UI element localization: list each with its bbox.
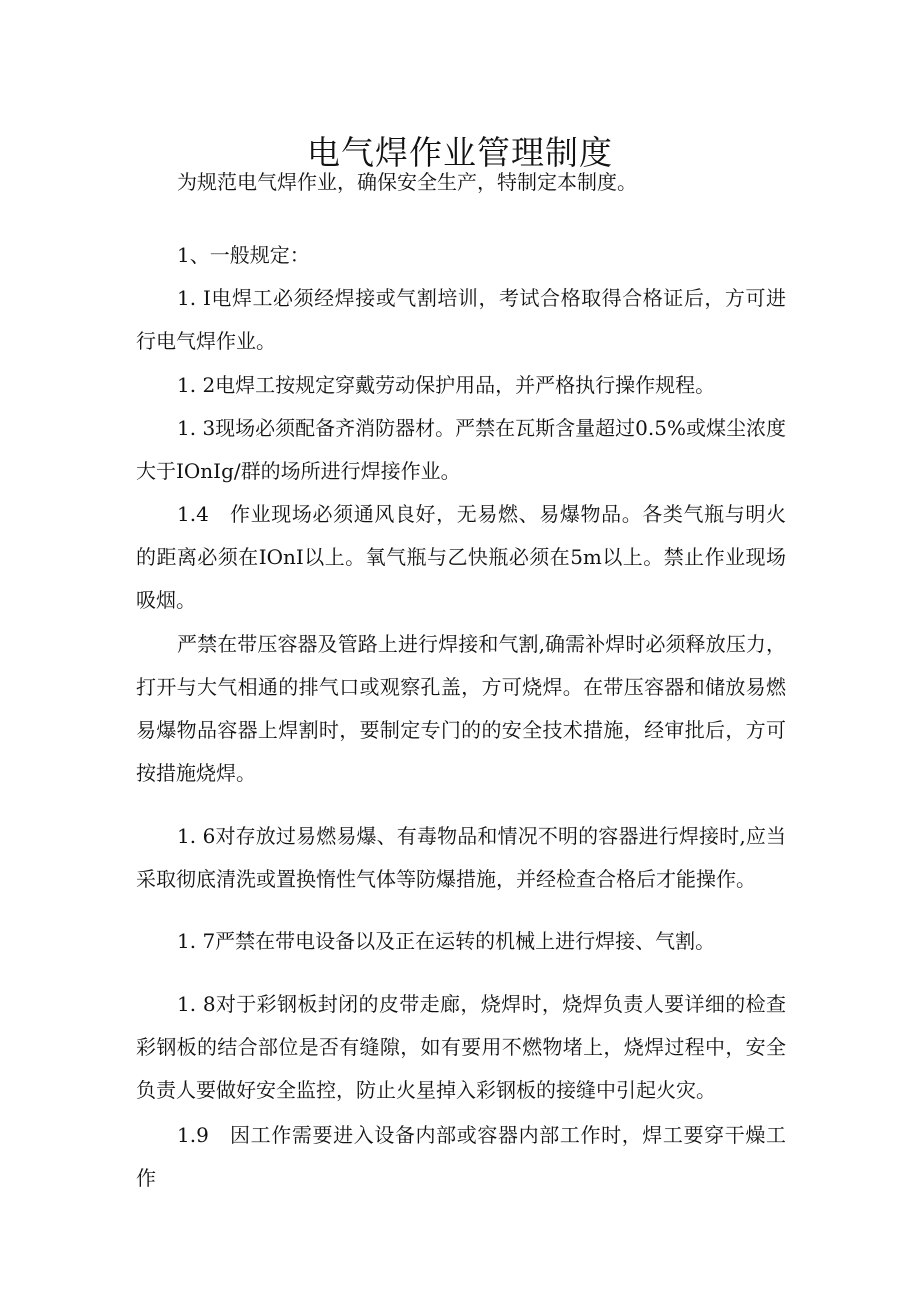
- rule-paragraph-1-2: 1. 2电焊工按规定穿戴劳动保护用品，并严格执行操作规程。: [177, 373, 716, 397]
- rule-paragraph-1-8: 1. 8对于彩钢板封闭的皮带走廊，烧焊时，烧焊负责人要详细的检查彩钢板的结合部位是否有缝隙，如有要用不燃物堵上，烧焊过程中，安全负责人要做好安全监控，防止火星掉入彩钢板的接缝中引起火灾。: [136, 992, 786, 1102]
- rule-paragraph-1-9: 1.9 因工作需要进入设备内部或容器内部工作时，焊工要穿干燥工作: [136, 1123, 786, 1190]
- rule-paragraph-pressure-vessels: 严禁在带压容器及管路上进行焊接和气割,确需补焊时必须释放压力，打开与大气相通的排气口或观察孔盖，方可烧焊。在带压容器和储放易燃易爆物品容器上焊割时，要制定专门的的安全技术措施，经审批后，方可按措施烧焊。: [136, 632, 786, 785]
- rule-paragraph-1-1: 1. I电焊工必须经焊接或气割培训，考试合格取得合格证后，方可进行电气焊作业。: [136, 286, 786, 353]
- document-title: 电气焊作业管理制度: [307, 133, 613, 173]
- rule-paragraph-1-3: 1. 3现场必须配备齐消防器材。严禁在瓦斯含量超过0.5%或煤尘浓度大于IOnIg/群的场所进行焊接作业。: [136, 416, 786, 483]
- intro-paragraph: 为规范电气焊作业，确保安全生产，特制定本制度。: [177, 170, 637, 194]
- rule-paragraph-1-4: 1.4 作业现场必须通风良好，无易燃、易爆物品。各类气瓶与明火的距离必须在IOnI以上。氧气瓶与乙快瓶必须在5m以上。禁止作业现场吸烟。: [136, 502, 786, 612]
- rule-paragraph-1-7: 1. 7严禁在带电设备以及正在运转的机械上进行焊接、气割。: [177, 929, 716, 953]
- section-heading-general-rules: 1、一般规定：: [177, 243, 310, 267]
- rule-paragraph-1-6: 1. 6对存放过易燃易爆、有毒物品和情况不明的容器进行焊接时,应当采取彻底清洗或置换惰性气体等防爆措施，并经检查合格后才能操作。: [136, 824, 786, 891]
